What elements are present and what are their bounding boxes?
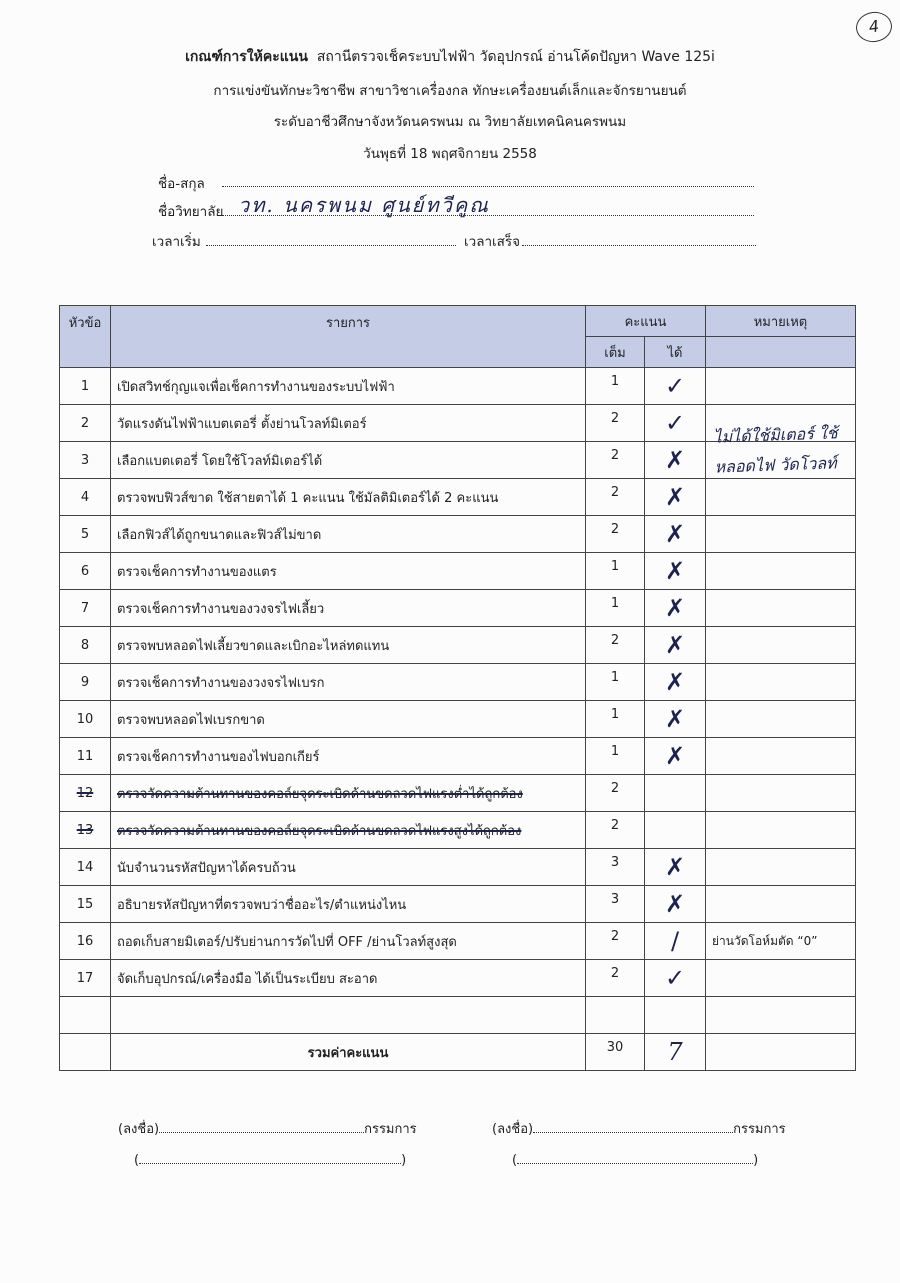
row-item: ตรวจพบหลอดไฟเลี้ยวขาดและเบิกอะไหล่ทดแทน	[111, 627, 586, 664]
signature-right-name: ( )	[512, 1153, 759, 1168]
row-full-score: 2	[586, 923, 645, 960]
start-time-label: เวลาเริ่ม	[152, 234, 201, 250]
header-full: เต็ม	[586, 337, 645, 368]
title-rest: สถานีตรวจเช็คระบบไฟฟ้า วัดอุปกรณ์ อ่านโค้ดปัญหา Wave 125i	[316, 49, 715, 65]
row-number: 3	[60, 442, 111, 479]
row-got-score: ✓	[645, 960, 706, 997]
signature-left-prefix: (ลงชื่อ)	[118, 1122, 160, 1137]
subtitle-line3: ระดับอาชีวศึกษาจังหวัดนครพนม ณ วิทยาลัยเทคนิคนครพนม	[273, 114, 627, 130]
end-time-label: เวลาเสร็จ	[464, 234, 521, 250]
row-full-score	[586, 997, 645, 1034]
row-full-score: 2	[586, 479, 645, 516]
table-row	[60, 664, 856, 701]
total-remark	[706, 1034, 856, 1071]
header-no: หัวข้อ	[60, 306, 111, 368]
row-got-score	[645, 997, 706, 1034]
row-item: ตรวจเช็คการทำงานของวงจรไฟเลี้ยว	[111, 590, 586, 627]
row-got-score: ✗	[645, 627, 706, 664]
table-row	[60, 627, 856, 664]
row-number	[60, 997, 111, 1034]
row-item: ตรวจพบฟิวส์ขาด ใช้สายตาได้ 1 คะแนน ใช้มัลติมิเตอร์ได้ 2 คะแนน	[111, 479, 586, 516]
row-full-score: 2	[586, 442, 645, 479]
row-number: 10	[60, 701, 111, 738]
signature-left-line	[159, 1132, 364, 1133]
row-item: ตรวจเช็คการทำงานของวงจรไฟเบรก	[111, 664, 586, 701]
start-time-line	[206, 231, 456, 246]
row-item: เปิดสวิทช์กุญแจเพื่อเช็คการทำงานของระบบไฟฟ้า	[111, 368, 586, 405]
row-number: 14	[60, 849, 111, 886]
row-remark	[706, 553, 856, 590]
row-number: 2	[60, 405, 111, 442]
row-remark	[706, 886, 856, 923]
table-row	[60, 886, 856, 923]
total-label: รวมค่าคะแนน	[111, 1034, 586, 1071]
row-remark: ย่านวัดโอห์มตัด “0”	[706, 923, 856, 960]
table-row	[60, 775, 856, 812]
row-full-score: 2	[586, 516, 645, 553]
name-line	[222, 172, 754, 187]
row-remark	[706, 960, 856, 997]
row-remark	[706, 997, 856, 1034]
row-item: ตรวจวัดความต้านทานของคอล์ยจุดระเบิดด้านขดลวดไฟแรงสูงได้ถูกต้อง	[111, 812, 586, 849]
row-got-score: ✗	[645, 886, 706, 923]
row-number: 1	[60, 368, 111, 405]
row-item: นับจำนวนรหัสปัญหาได้ครบถ้วน	[111, 849, 586, 886]
row-remark	[706, 590, 856, 627]
table-row	[60, 849, 856, 886]
table-row	[60, 812, 856, 849]
row-number: 7	[60, 590, 111, 627]
end-time-line	[522, 231, 756, 246]
row-got-score	[645, 775, 706, 812]
row-got-score: ✗	[645, 664, 706, 701]
name-label: ชื่อ-สกุล	[158, 176, 205, 192]
table-row	[60, 368, 856, 405]
row-got-score: ✗	[645, 442, 706, 479]
row-got-score: ✗	[645, 553, 706, 590]
row-remark	[706, 664, 856, 701]
signature-left-suffix: กรรมการ	[364, 1122, 417, 1137]
signature-right-line	[533, 1132, 733, 1133]
row-got-score: ✗	[645, 849, 706, 886]
row-item: เลือกแบตเตอรี่ โดยใช้โวลท์มิเตอร์ได้	[111, 442, 586, 479]
handwritten-remark: ไม่ได้ใช้มิเตอร์ ใช้หลอดไฟ วัดโวลท์	[713, 423, 838, 477]
row-got-score: /	[645, 923, 706, 960]
row-number: 4	[60, 479, 111, 516]
table-row	[60, 590, 856, 627]
table-row	[60, 516, 856, 553]
row-got-score: ✗	[645, 738, 706, 775]
total-full: 30	[586, 1034, 645, 1071]
row-item: วัดแรงดันไฟฟ้าแบตเตอรี่ ตั้งย่านโวลท์มิเตอร์	[111, 405, 586, 442]
table-row	[60, 997, 856, 1034]
signature-left	[118, 1118, 417, 1139]
row-item: ถอดเก็บสายมิเตอร์/ปรับย่านการวัดไปที่ OFF /ย่านโวลท์สูงสุด	[111, 923, 586, 960]
signature-left-name: ( )	[134, 1153, 407, 1168]
row-number: 11	[60, 738, 111, 775]
row-item: เลือกฟิวส์ได้ถูกขนาดและฟิวส์ไม่ขาด	[111, 516, 586, 553]
row-got-score: ✗	[645, 590, 706, 627]
row-item: อธิบายรหัสปัญหาที่ตรวจพบว่าชื่ออะไร/ตำแหน่งไหน	[111, 886, 586, 923]
row-remark	[706, 368, 856, 405]
row-full-score: 1	[586, 664, 645, 701]
row-remark	[706, 516, 856, 553]
row-item	[111, 997, 586, 1034]
row-full-score: 1	[586, 553, 645, 590]
table-row	[60, 960, 856, 997]
table-row	[60, 923, 856, 960]
row-got-score: ✓	[645, 368, 706, 405]
row-full-score: 3	[586, 849, 645, 886]
total-blank	[60, 1034, 111, 1071]
table-row	[60, 479, 856, 516]
subtitle-date: วันพุธที่ 18 พฤศจิกายน 2558	[363, 146, 537, 162]
row-full-score: 1	[586, 738, 645, 775]
row-number: 8	[60, 627, 111, 664]
total-row	[60, 1034, 856, 1071]
row-number: 9	[60, 664, 111, 701]
row-remark	[706, 775, 856, 812]
row-full-score: 2	[586, 960, 645, 997]
row-remark	[706, 479, 856, 516]
table-row	[60, 738, 856, 775]
row-remark	[706, 701, 856, 738]
row-full-score: 2	[586, 775, 645, 812]
header-remark: หมายเหตุ	[706, 306, 856, 337]
row-full-score: 1	[586, 590, 645, 627]
row-item: ตรวจเช็คการทำงานของไฟบอกเกียร์	[111, 738, 586, 775]
row-item: ตรวจเช็คการทำงานของแตร	[111, 553, 586, 590]
row-got-score	[645, 812, 706, 849]
row-got-score: ✗	[645, 516, 706, 553]
header-remark-blank	[706, 337, 856, 368]
row-number: 15	[60, 886, 111, 923]
row-number: 16	[60, 923, 111, 960]
college-handwritten: วท. นครพนม ศูนย์ทวีคูณ	[238, 193, 490, 217]
total-got: 7	[645, 1034, 706, 1071]
row-remark	[706, 849, 856, 886]
score-table	[59, 305, 856, 1071]
row-item: จัดเก็บอุปกรณ์/เครื่องมือ ได้เป็นระเบียบ สะอาด	[111, 960, 586, 997]
signature-right-suffix: กรรมการ	[733, 1122, 786, 1137]
document-title	[0, 46, 900, 68]
row-full-score: 3	[586, 886, 645, 923]
signature-right-prefix: (ลงชื่อ)	[492, 1122, 534, 1137]
row-number: 5	[60, 516, 111, 553]
row-full-score: 2	[586, 812, 645, 849]
header-row	[60, 306, 856, 337]
subtitle-line2: การแข่งขันทักษะวิชาชีพ สาขาวิชาเครื่องกล ทักษะเครื่องยนต์เล็กและจักรยานยนต์	[213, 83, 687, 99]
row-remark	[706, 812, 856, 849]
row-item: ตรวจวัดความต้านทานของคอล์ยจุดระเบิดด้านขดลวดไฟแรงต่ำได้ถูกต้อง	[111, 775, 586, 812]
row-item: ตรวจพบหลอดไฟเบรกขาด	[111, 701, 586, 738]
table-row	[60, 553, 856, 590]
row-number: 6	[60, 553, 111, 590]
row-full-score: 1	[586, 368, 645, 405]
row-remark	[706, 738, 856, 775]
college-label: ชื่อวิทยาลัย	[158, 204, 224, 220]
header-item: รายการ	[111, 306, 586, 368]
row-number: 17	[60, 960, 111, 997]
header-score: คะแนน	[586, 306, 706, 337]
row-number: 12	[60, 775, 111, 812]
row-got-score: ✗	[645, 701, 706, 738]
row-got-score: ✗	[645, 479, 706, 516]
page-number: 4	[854, 10, 894, 45]
row-full-score: 2	[586, 627, 645, 664]
row-full-score: 1	[586, 701, 645, 738]
signature-right	[492, 1118, 786, 1139]
table-row	[60, 701, 856, 738]
header-got: ได้	[645, 337, 706, 368]
row-number: 13	[60, 812, 111, 849]
title-bold: เกณฑ์การให้คะแนน	[185, 49, 308, 65]
row-got-score: ✓	[645, 405, 706, 442]
row-full-score: 2	[586, 405, 645, 442]
row-remark	[706, 627, 856, 664]
